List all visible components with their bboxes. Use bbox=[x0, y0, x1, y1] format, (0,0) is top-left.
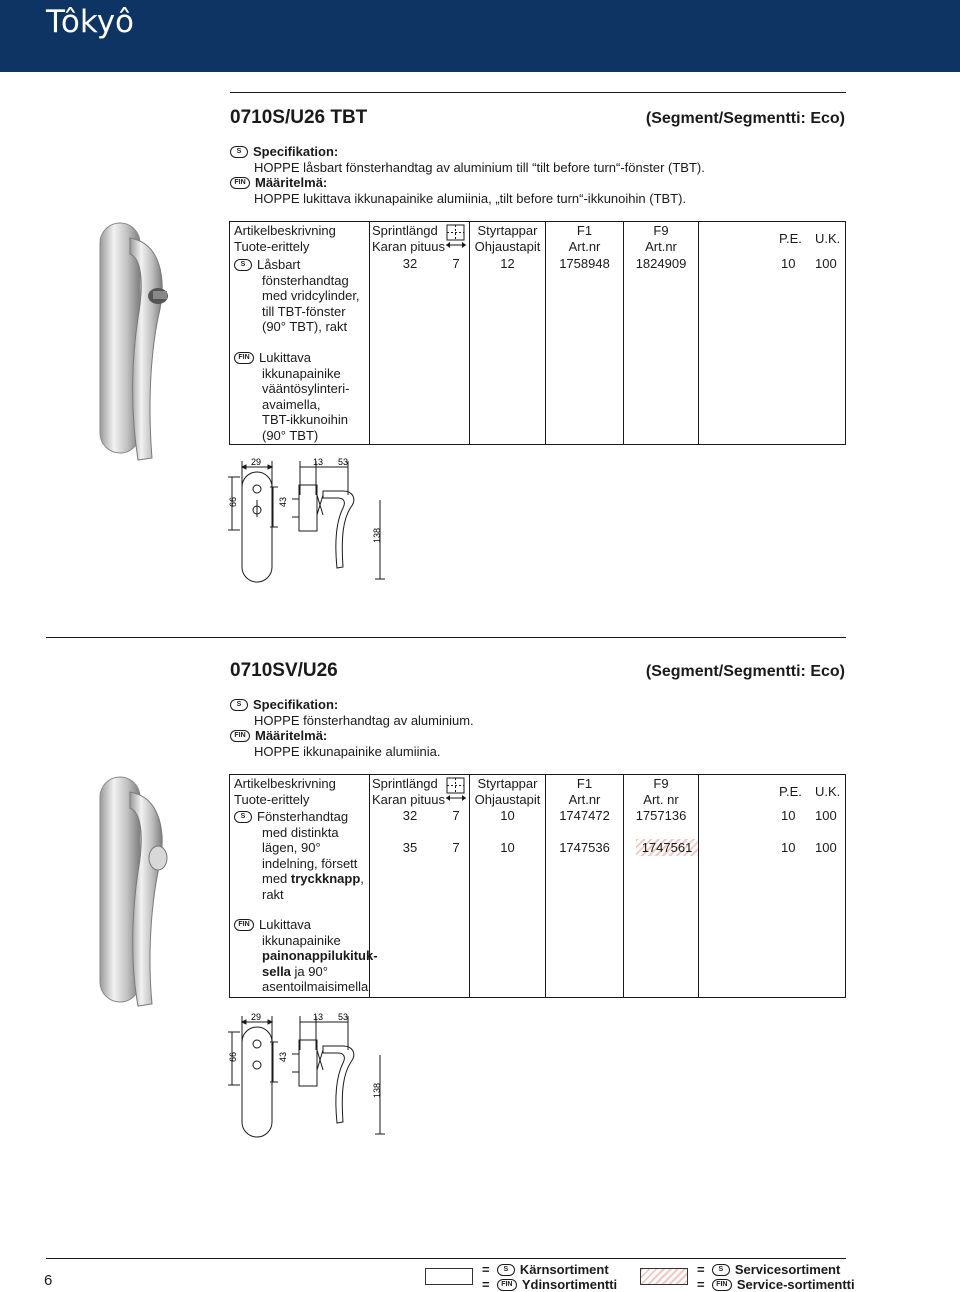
desc-fi: FIN Lukittava ikkunapainike painonappilukituk- sella ja 90° asentoilmaisimella bbox=[234, 917, 378, 995]
spec-label: Specifikation: bbox=[253, 697, 339, 712]
th-desc-sv: Artikelbeskrivning bbox=[234, 223, 336, 238]
technical-drawing-pushbutton bbox=[220, 1010, 390, 1140]
sv-flag-icon: S bbox=[234, 811, 252, 823]
service-range-cell: 1747561 bbox=[636, 839, 698, 856]
def-label: Määritelmä: bbox=[255, 175, 328, 190]
desc-sv: S Fönsterhandtag med distinkta lägen, 90° indelning, försett med tryckknapp, rakt bbox=[234, 809, 364, 902]
dim-53: 53 bbox=[338, 1012, 349, 1022]
def-text: HOPPE ikkunapainike alumiinia. bbox=[254, 743, 441, 759]
sv-flag-icon: S bbox=[234, 259, 252, 271]
handle-photo-locking bbox=[90, 218, 210, 468]
spec-text: HOPPE låsbart fönsterhandtag av aluminium till “tilt before turn“-fönster (TBT). bbox=[254, 159, 705, 175]
dim-138: 138 bbox=[372, 527, 382, 543]
fi-flag-icon: FIN bbox=[234, 919, 254, 931]
desc-sv: S Låsbart fönsterhandtag med vridcylinder, till TBT-fönster (90° TBT), rakt bbox=[234, 257, 360, 335]
dim-66: 66 bbox=[228, 1051, 238, 1062]
th-pins-sv: Styrtappar bbox=[477, 776, 538, 791]
legend-core: = S Kärnsortiment = FIN Ydinsortimentti bbox=[482, 1262, 618, 1292]
header-bar bbox=[0, 0, 960, 72]
th-f1-artnr: Art.nr bbox=[568, 792, 601, 807]
core-range-swatch bbox=[425, 1268, 473, 1285]
th-pe: P.E. bbox=[779, 231, 802, 246]
th-pins-fi: Ohjaustapit bbox=[474, 792, 541, 807]
dim-29: 29 bbox=[251, 457, 262, 467]
th-f1-artnr: Art.nr bbox=[568, 239, 601, 254]
fi-flag-icon: FIN bbox=[230, 730, 250, 742]
brand-title: Tôkyô bbox=[46, 4, 135, 40]
legend-service: = S Servicesortiment = FIN Service-sortimentti bbox=[697, 1262, 855, 1292]
th-f9: F9 bbox=[653, 776, 669, 791]
divider bbox=[230, 92, 846, 93]
th-length-fi: Karan pituus bbox=[372, 792, 445, 807]
handle-photo-pushbutton bbox=[90, 772, 210, 1012]
th-uk: U.K. bbox=[815, 784, 841, 799]
square-spindle-icon bbox=[445, 224, 467, 250]
dim-13: 13 bbox=[313, 1012, 324, 1022]
th-f1: F1 bbox=[576, 776, 593, 791]
dim-43: 43 bbox=[278, 1051, 288, 1062]
dim-43: 43 bbox=[278, 496, 288, 507]
product-code: 0710S/U26 TBT bbox=[230, 107, 368, 128]
spec-block bbox=[230, 144, 705, 206]
product-code: 0710SV/U26 bbox=[230, 660, 338, 681]
th-length-fi: Karan pituus bbox=[372, 239, 445, 254]
spec-block bbox=[230, 697, 474, 759]
th-desc-fi: Tuote-erittely bbox=[234, 239, 310, 254]
sv-flag-icon: S bbox=[712, 1264, 730, 1276]
th-desc-fi: Tuote-erittely bbox=[234, 792, 310, 807]
th-pins-sv: Styrtappar bbox=[477, 223, 538, 238]
th-pins-fi: Ohjaustapit bbox=[474, 239, 541, 254]
th-f1: F1 bbox=[576, 223, 593, 238]
th-f9: F9 bbox=[653, 223, 669, 238]
dim-66: 66 bbox=[228, 496, 238, 507]
th-desc-sv: Artikelbeskrivning bbox=[234, 776, 336, 791]
technical-drawing-locking bbox=[220, 455, 390, 585]
page-number: 6 bbox=[44, 1272, 53, 1289]
th-f9-artnr: Art.nr bbox=[645, 239, 677, 254]
sv-flag-icon: S bbox=[230, 146, 248, 158]
th-pe: P.E. bbox=[779, 784, 802, 799]
dim-138: 138 bbox=[372, 1082, 382, 1098]
segment-label: (Segment/Segmentti: Eco) bbox=[645, 663, 845, 680]
sv-flag-icon: S bbox=[230, 699, 248, 711]
th-f9-artnr: Art. nr bbox=[643, 792, 679, 807]
dim-53: 53 bbox=[338, 457, 349, 467]
divider bbox=[46, 637, 846, 638]
fi-flag-icon: FIN bbox=[234, 352, 254, 364]
th-uk: U.K. bbox=[815, 231, 841, 246]
spec-text: HOPPE fönsterhandtag av aluminium. bbox=[254, 712, 474, 728]
th-length-sv: Sprintlängd bbox=[372, 776, 438, 791]
def-label: Määritelmä: bbox=[255, 728, 328, 743]
article-table: Artikelbeskrivning Tuote-erittely Sprintlängd Karan pituus Styrtappar Ohjaustapit F1 Art.nr F9 Art. nr P.E. U.K. S Fönsterhandtag med distinkta lägen, 90° indelning, försett med tryckknapp, rakt FIN Lukittava ikkunapainike painonappilukituk- sella ja 90° asentoilmaisimella 32 7 10 1747472 1757136 10 100 35 7 10 1747536 1747561 10 100 bbox=[229, 774, 846, 998]
spec-label: Specifikation: bbox=[253, 144, 339, 159]
desc-fi: FIN Lukittava ikkunapainike vääntösylinteri- avaimella, TBT-ikkunoihin (90° TBT) bbox=[234, 350, 349, 443]
divider bbox=[46, 1258, 846, 1259]
service-range-swatch bbox=[640, 1268, 688, 1285]
square-spindle-icon bbox=[445, 777, 467, 803]
sv-flag-icon: S bbox=[497, 1264, 515, 1276]
article-table: Artikelbeskrivning Tuote-erittely Sprintlängd Karan pituus Styrtappar Ohjaustapit F1 Art.nr F9 Art.nr P.E. U.K. S Låsbart fönsterhandtag med vridcylinder, till TBT-fönster (90° TBT), rakt FIN Lukittava ikkunapainike vääntösylinteri- avaimella, TBT-ikkunoihin (90° TBT) 32 7 12 1758948 1824909 10 100 bbox=[229, 221, 846, 445]
fi-flag-icon: FIN bbox=[712, 1279, 732, 1291]
th-length-sv: Sprintlängd bbox=[372, 223, 438, 238]
dim-29: 29 bbox=[251, 1012, 262, 1022]
fi-flag-icon: FIN bbox=[497, 1279, 517, 1291]
fi-flag-icon: FIN bbox=[230, 177, 250, 189]
dim-13: 13 bbox=[313, 457, 324, 467]
def-text: HOPPE lukittava ikkunapainike alumiinia, „tilt before turn“-ikkunoihin (TBT). bbox=[254, 190, 687, 206]
segment-label: (Segment/Segmentti: Eco) bbox=[645, 110, 845, 127]
